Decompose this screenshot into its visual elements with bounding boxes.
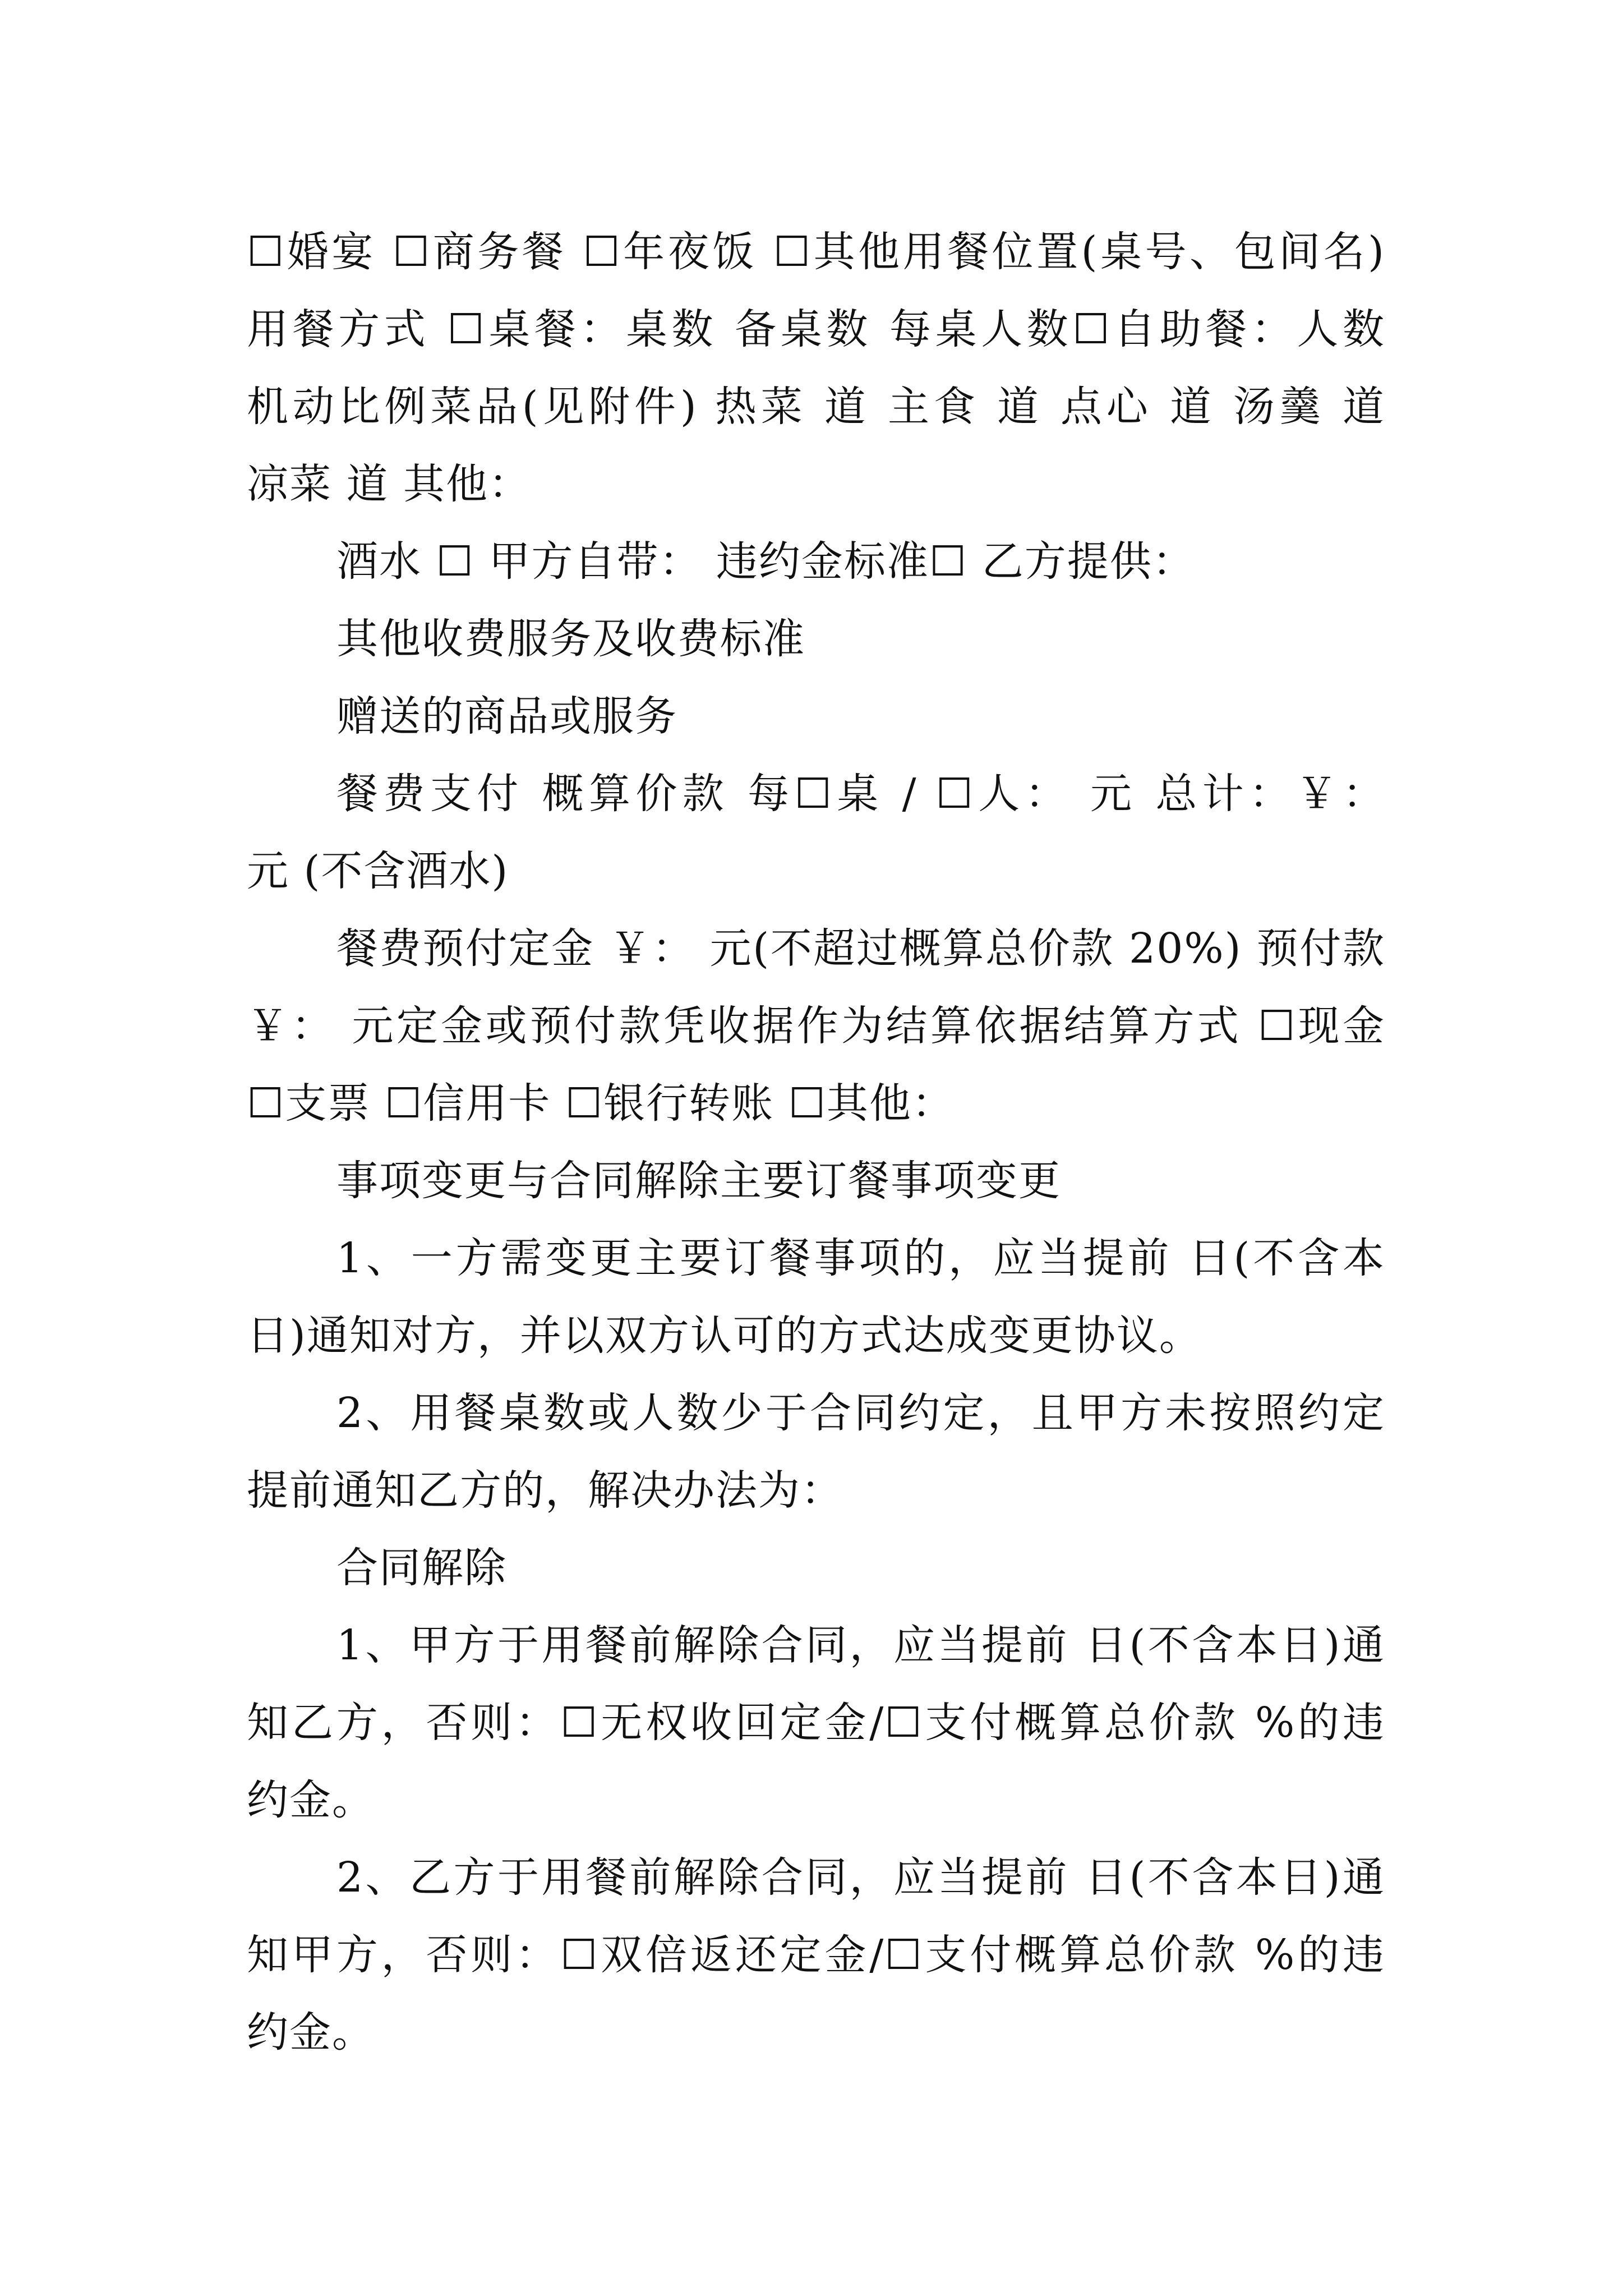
text-line: ￥： 元定金或预付款凭收据作为结算依据结算方式 ☐现金 [247,1002,1385,1050]
text-line: ☐支票 ☐信用卡 ☐银行转账 ☐其他： [247,1079,955,1128]
text-line: 赠送的商品或服务 [336,692,677,740]
text-line: 酒水 ☐ 甲方自带： 违约金标准☐ 乙方提供： [336,537,1195,586]
text-line: 知乙方，否则：☐无权收回定金/☐支付概算总价款 %的违 [247,1699,1385,1747]
text-line: 提前通知乙方的，解决办法为： [247,1466,843,1515]
text-line: 机动比例菜品(见附件) 热菜 道 主食 道 点心 道 汤羹 道 [247,383,1385,431]
text-line: 凉菜 道 其他： [247,460,532,508]
text-line: 1、一方需变更主要订餐事项的，应当提前 日(不含本 [336,1234,1385,1282]
text-line: 2、乙方于用餐前解除合同，应当提前 日(不含本日)通 [336,1853,1385,1902]
text-line: 约金。 [247,1776,375,1824]
text-line: 其他收费服务及收费标准 [336,615,805,663]
text-line: 知甲方，否则：☐双倍返还定金/☐支付概算总价款 %的违 [247,1931,1385,1979]
text-line: 日)通知对方，并以双方认可的方式达成变更协议。 [247,1312,1202,1360]
text-line: ☐婚宴 ☐商务餐 ☐年夜饭 ☐其他用餐位置(桌号、包间名) [247,228,1385,276]
text-line: 元 (不含酒水) [247,847,509,895]
text-line: 合同解除 [336,1544,507,1592]
text-line: 2、用餐桌数或人数少于合同约定，且甲方未按照约定 [336,1389,1385,1437]
document-body [247,213,1385,2071]
text-line: 事项变更与合同解除主要订餐事项变更 [336,1157,1061,1205]
text-line: 用餐方式 ☐桌餐：桌数 备桌数 每桌人数☐自助餐：人数 [247,305,1385,353]
text-line: 餐费支付 概算价款 每☐桌 / ☐人： 元 总计：￥： [336,770,1385,818]
text-line: 约金。 [247,2008,375,2056]
text-line: 餐费预付定金 ￥： 元(不超过概算总价款 20%) 预付款 [336,924,1385,973]
text-line: 1、甲方于用餐前解除合同，应当提前 日(不含本日)通 [336,1621,1385,1669]
